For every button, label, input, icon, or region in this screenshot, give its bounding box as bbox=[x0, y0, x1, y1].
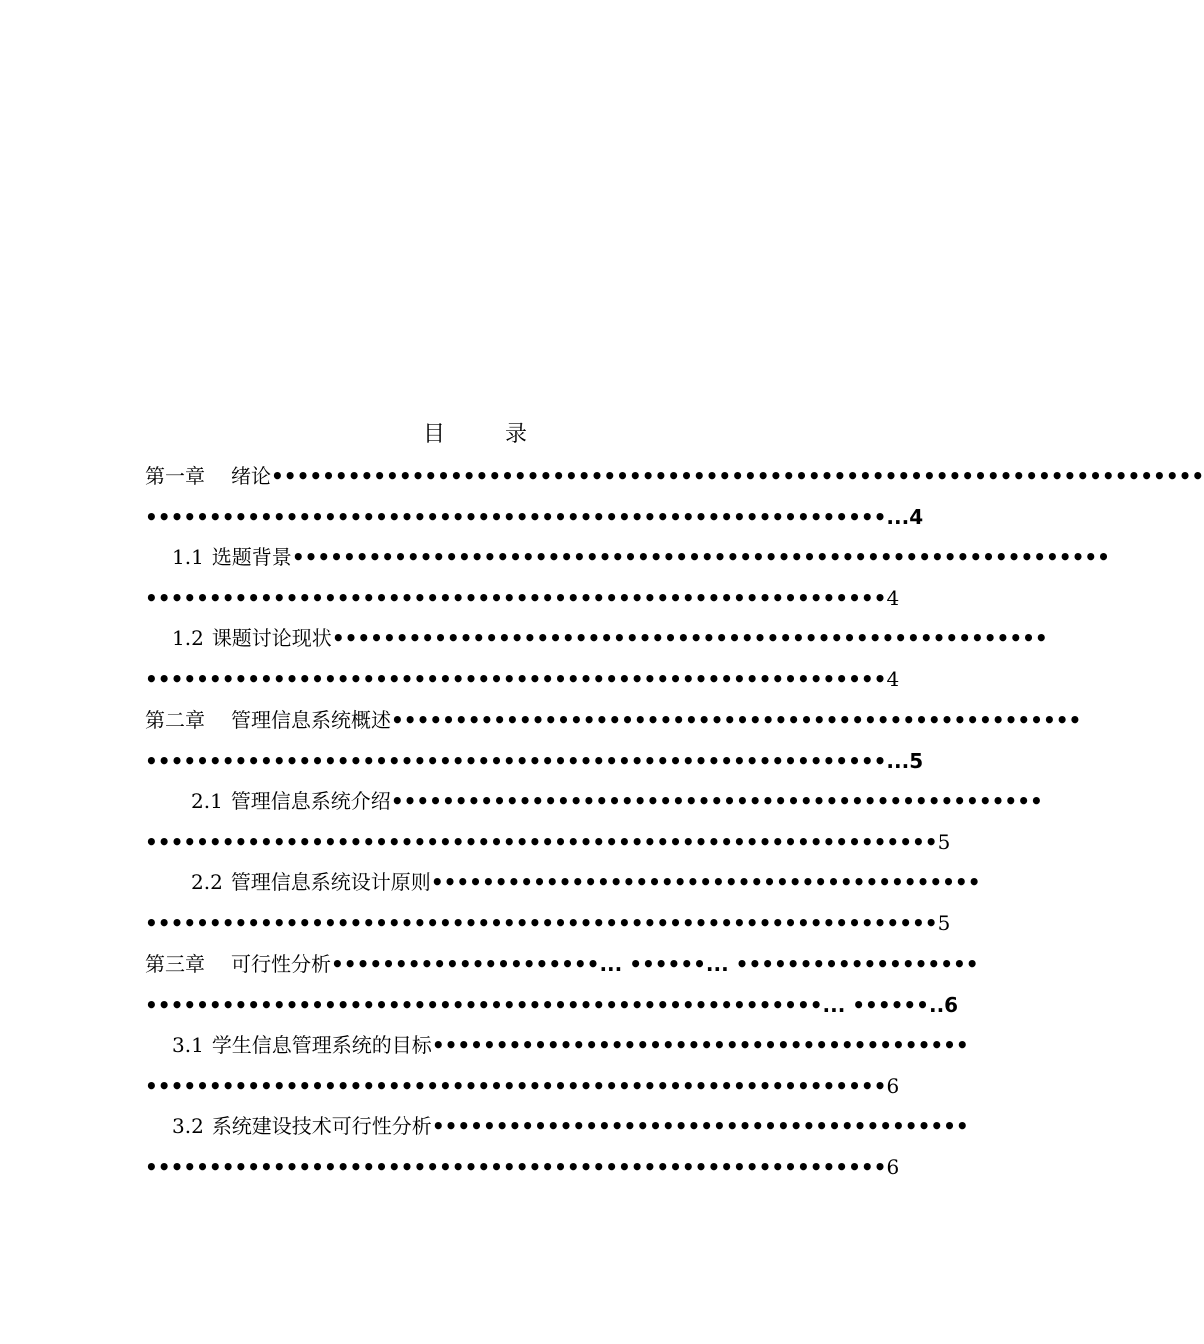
page-number: 6 bbox=[944, 993, 959, 1017]
chapter-label: 第三章 bbox=[145, 952, 205, 976]
section-title: 学生信息管理系统的目标 bbox=[211, 1033, 432, 1057]
chapter-label: 第二章 bbox=[145, 708, 205, 732]
leader-dots: •••••••••••••••••••••... ••••••... ••••••••••••••••••• bbox=[331, 952, 979, 976]
section-number: 2.1 bbox=[191, 789, 223, 813]
page-number: 5 bbox=[937, 830, 951, 854]
leader-dots: ••••••••••••••••••••••••••••••••••••••••••••••••••••••••••••••••••••••••• bbox=[271, 464, 1204, 488]
page-number: 4 bbox=[886, 586, 900, 610]
section-title: 管理信息系统设计原则 bbox=[230, 870, 431, 894]
toc-title-char-right: 录 bbox=[505, 422, 528, 447]
leader-dots: •••••••••••••••••••••••••••••••••••••••••••••••••••••••••• bbox=[145, 667, 887, 691]
section-title: 系统建设技术可行性分析 bbox=[211, 1114, 432, 1138]
leader-dots: •••••••••••••••••••••••••••••••••••••••••••••••••••••••••••••• bbox=[145, 830, 938, 854]
section-number: 2.2 bbox=[191, 870, 223, 894]
section-number: 3.1 bbox=[172, 1033, 204, 1057]
toc-entry-3-2-cont bbox=[145, 1151, 900, 1183]
page-number: 4 bbox=[886, 667, 900, 691]
leader-dots: ••••••••••••••••••••••••••••••••••••••••••••••••••••••••••... bbox=[145, 505, 910, 529]
leader-dots: •••••••••••••••••••••••••••••••••••••••••••••••••••••••• bbox=[331, 626, 1048, 650]
section-title: 管理信息系统介绍 bbox=[230, 789, 391, 813]
toc-entry-chapter-2-cont bbox=[145, 745, 924, 777]
leader-dots: •••••••••••••••••••••••••••••••••••••••••••••••••••••••••••••• bbox=[145, 911, 938, 935]
toc-entry-1-1[interactable] bbox=[172, 541, 1110, 573]
leader-dots: ••••••••••••••••••••••••••••••••••••••••••••••••••• bbox=[390, 789, 1043, 813]
leader-dots: •••••••••••••••••••••••••••••••••••••••••••••••••••••... ••••••.. bbox=[145, 993, 945, 1017]
toc-entry-2-2-cont bbox=[145, 907, 951, 939]
section-title: 选题背景 bbox=[211, 545, 292, 569]
toc-entry-chapter-3[interactable] bbox=[145, 948, 979, 980]
leader-dots: •••••••••••••••••••••••••••••••••••••••••• bbox=[431, 1033, 969, 1057]
toc-entry-2-1-cont bbox=[145, 826, 951, 858]
toc-title bbox=[0, 420, 950, 450]
page-number: 5 bbox=[909, 749, 924, 773]
toc-entry-3-2[interactable] bbox=[172, 1110, 969, 1142]
toc-entry-1-2[interactable] bbox=[172, 622, 1048, 654]
section-number: 1.1 bbox=[172, 545, 204, 569]
page-number: 5 bbox=[937, 911, 951, 935]
section-number: 3.2 bbox=[172, 1114, 204, 1138]
leader-dots: •••••••••••••••••••••••••••••••••••••••••••••••••••••••••••••••• bbox=[291, 545, 1110, 569]
page-number: 4 bbox=[909, 505, 924, 529]
leader-dots: •••••••••••••••••••••••••••••••••••••••••••••••••••••••••• bbox=[145, 1074, 887, 1098]
page-number: 6 bbox=[886, 1074, 900, 1098]
toc-entry-2-2[interactable] bbox=[191, 866, 981, 898]
toc-entry-3-1[interactable] bbox=[172, 1029, 969, 1061]
leader-dots: •••••••••••••••••••••••••••••••••••••••••••••••••••••• bbox=[391, 708, 1082, 732]
toc-entry-chapter-2[interactable] bbox=[145, 704, 1082, 736]
toc-title-char-left: 目 bbox=[422, 422, 445, 447]
leader-dots: •••••••••••••••••••••••••••••••••••••••••• bbox=[431, 1114, 969, 1138]
toc-entry-chapter-3-cont bbox=[145, 989, 959, 1021]
section-title: 课题讨论现状 bbox=[211, 626, 332, 650]
leader-dots: ••••••••••••••••••••••••••••••••••••••••••••••••••••••••••... bbox=[145, 749, 910, 773]
page-number: 6 bbox=[886, 1155, 900, 1179]
toc-entry-2-1[interactable] bbox=[191, 785, 1043, 817]
section-number: 1.2 bbox=[172, 626, 204, 650]
chapter-label: 第一章 bbox=[145, 464, 205, 488]
chapter-title: 可行性分析 bbox=[231, 952, 331, 976]
chapter-title: 绪论 bbox=[231, 464, 271, 488]
leader-dots: ••••••••••••••••••••••••••••••••••••••••••• bbox=[430, 870, 981, 894]
toc-entry-chapter-1-cont bbox=[145, 501, 924, 533]
toc-entry-chapter-1[interactable] bbox=[145, 460, 1204, 492]
toc-entry-1-2-cont bbox=[145, 663, 900, 695]
leader-dots: •••••••••••••••••••••••••••••••••••••••••••••••••••••••••• bbox=[145, 586, 887, 610]
chapter-title: 管理信息系统概述 bbox=[231, 708, 391, 732]
leader-dots: •••••••••••••••••••••••••••••••••••••••••••••••••••••••••• bbox=[145, 1155, 887, 1179]
toc-entry-1-1-cont bbox=[145, 582, 900, 614]
toc-entry-3-1-cont bbox=[145, 1070, 900, 1102]
